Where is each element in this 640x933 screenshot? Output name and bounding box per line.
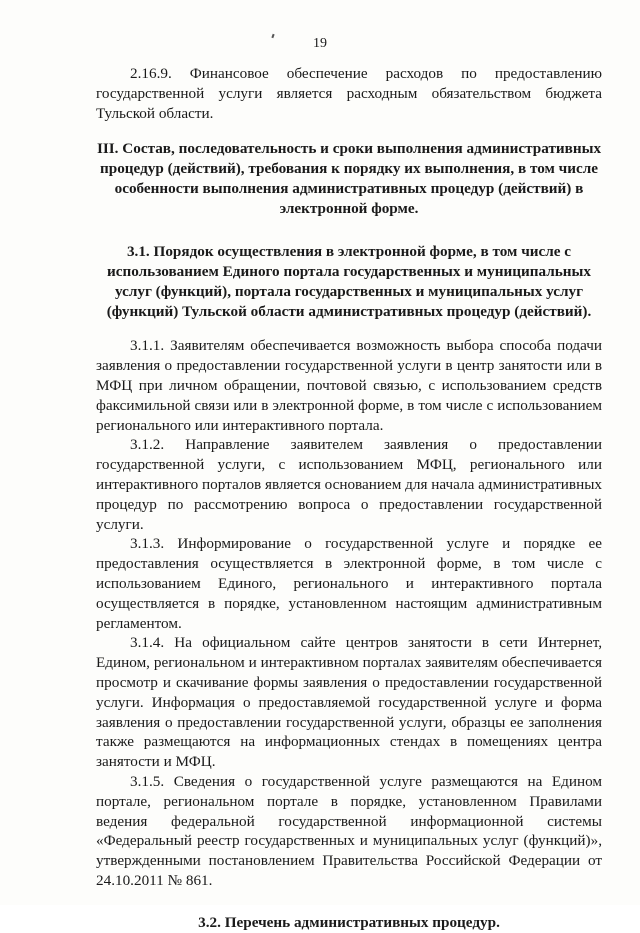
paragraph-3-1-1: 3.1.1. Заявителям обеспечивается возможность выбора способа подачи заявления о предоставлении государственной услуги в центр занятости или в МФЦ при личном обращении, почтовой связью, с использованием средств факсимильной связи или в электронной форме, в том числе с использованием регионального или интерактивного портала.	[96, 337, 602, 434]
paragraph-3-1-5: 3.1.5. Сведения о государственной услуге размещаются на Едином портале, региональном портале в порядке, установленном Правилами ведения федеральной государственной информационной системы «Федеральный реестр государственных и муниципальных услуг (функций)», утвержденными постановлением Правительства Российской Федерации от 24.10.2011 № 861.	[96, 772, 602, 889]
section-3-2-title: 3.2. Перечень административных процедур.	[198, 913, 500, 931]
paragraph-3-1-4: 3.1.4. На официальном сайте центров занятости в сети Интернет, Едином, региональном и интерактивном порталах заявителям обеспечивается просмотр и скачивание формы заявления о предоставлении государственной услуги. Информация о предоставляемой государственной услуге и форма заявления о предоставлении государственной услуги, образцы ее заполнения также размещаются на информационных стендах в помещениях центра занятости и МФЦ.	[96, 634, 602, 771]
section-3-1-title: 3.1. Порядок осуществления в электронной форме, в том числе с использованием Единого портала государственных и муниципальных услуг (функций), портала государственных и муниципальных услуг (функций) Тульской области административных процедур (действий).	[106, 243, 592, 321]
page-number: 19	[313, 36, 327, 51]
paragraph-2-16-9: 2.16.9. Финансовое обеспечение расходов по предоставлению государственной услуги является расходным обязательством бюджета Тульской области.	[96, 65, 602, 122]
section-3-title: III. Состав, последовательность и сроки выполнения административных процедур (действий), требования к порядку их выполнения, в том числе особенности выполнения административных процедур (действий) в электронной форме.	[96, 140, 602, 218]
paragraph-3-1-3: 3.1.3. Информирование о государственной услуге и порядке ее предоставления осуществляется в электронной форме, в том числе с использованием Единого, регионального и интерактивного портала осуществляется в порядке, установленном настоящим административным регламентом.	[96, 535, 602, 632]
paragraph-3-1-2: 3.1.2. Направление заявителем заявления о предоставлении государственной услуги, с использованием МФЦ, регионального или интерактивного порталов является основанием для начала административных процедур по рассмотрению вопроса о предоставлении государственной услуги.	[96, 436, 602, 533]
document-body	[96, 64, 602, 933]
